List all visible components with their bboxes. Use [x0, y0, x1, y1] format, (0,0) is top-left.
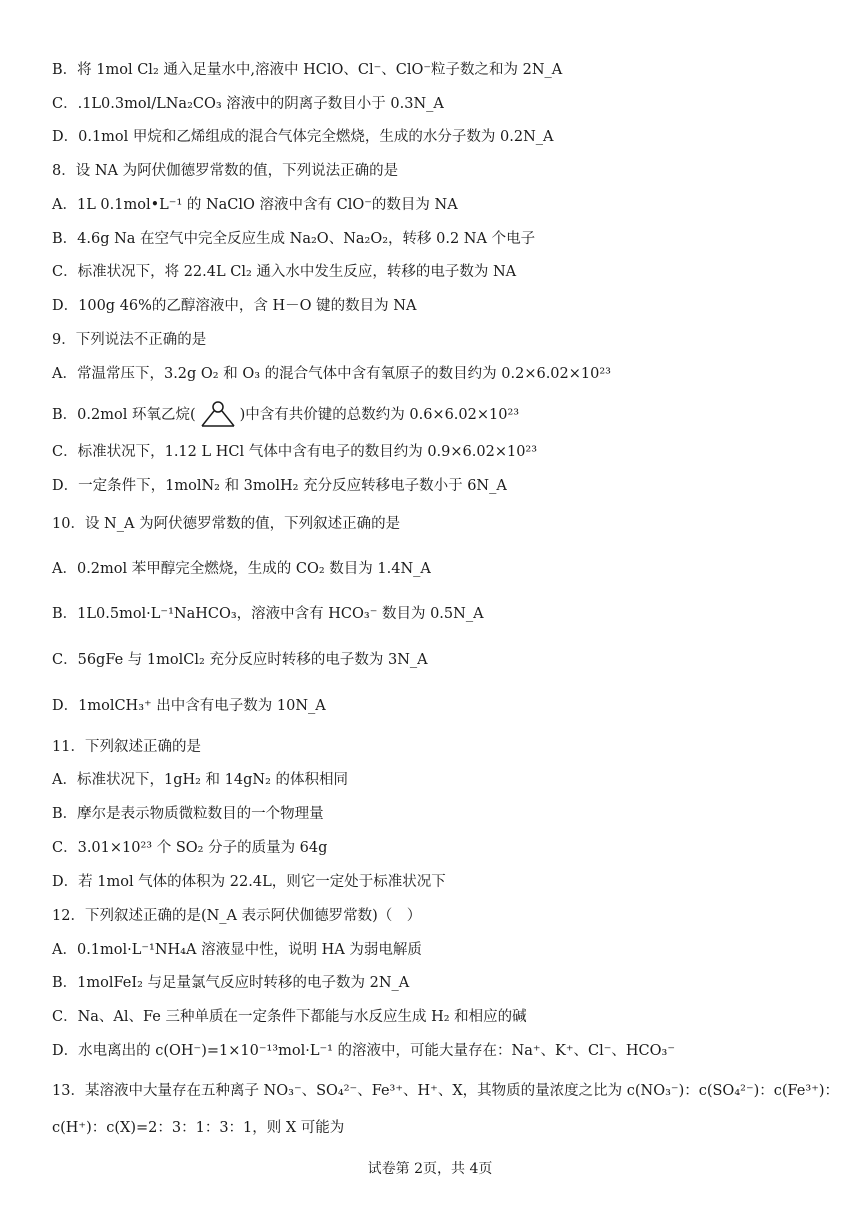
q8-option-b: B．4.6g Na 在空气中完全反应生成 Na₂O、Na₂O₂，转移 0.2 NA 个电子	[52, 231, 536, 247]
q7-option-d: D．0.1mol 甲烷和乙烯组成的混合气体完全燃烧，生成的水分子数为 0.2N_A	[52, 129, 554, 145]
q8-option-a: A．1L 0.1mol•L⁻¹ 的 NaClO 溶液中含有 ClO⁻的数目为 NA	[52, 197, 458, 213]
q12-option-d: D．水电离出的 c(OH⁻)=1×10⁻¹³mol·L⁻¹ 的溶液中，可能大量存在：Na⁺、K⁺、Cl⁻、HCO₃⁻	[52, 1043, 675, 1059]
q11-option-c: C．3.01×10²³ 个 SO₂ 分子的质量为 64g	[52, 840, 328, 856]
q10-option-c: C．56gFe 与 1molCl₂ 充分反应时转移的电子数为 3N_A	[52, 652, 428, 668]
q9-option-a: A．常温常压下，3.2g O₂ 和 O₃ 的混合气体中含有氧原子的数目约为 0.2×6.02×10²³	[52, 366, 611, 382]
q8-option-d: D．100g 46%的乙醇溶液中，含 H－O 键的数目为 NA	[52, 298, 417, 314]
q12-stem: 12．下列叙述正确的是(N_A 表示阿伏伽德罗常数)（ ）	[52, 908, 422, 924]
q8-option-c: C．标准状况下，将 22.4L Cl₂ 通入水中发生反应，转移的电子数为 NA	[52, 264, 517, 280]
q12-option-a: A．0.1mol·L⁻¹NH₄A 溶液显中性，说明 HA 为弱电解质	[52, 942, 422, 958]
q9-option-c: C．标准状况下，1.12 L HCl 气体中含有电子的数目约为 0.9×6.02×10²³	[52, 444, 538, 460]
q7-option-b: B．将 1mol Cl₂ 通入足量水中,溶液中 HClO、Cl⁻、ClO⁻粒子数之和为 2N_A	[52, 62, 563, 78]
q9-stem: 9．下列说法不正确的是	[52, 332, 207, 348]
q13-stem-line2: c(H⁺)：c(X)=2：3：1：3：1，则 X 可能为	[52, 1120, 345, 1136]
q12-option-b: B．1molFeI₂ 与足量氯气反应时转移的电子数为 2N_A	[52, 975, 410, 991]
epoxide-ring-icon	[198, 400, 238, 430]
q7-option-c: C．.1L0.3mol/LNa₂CO₃ 溶液中的阴离子数目小于 0.3N_A	[52, 96, 444, 112]
q13-stem-line1: 13．某溶液中大量存在五种离子 NO₃⁻、SO₄²⁻、Fe³⁺、H⁺、X，其物质的量浓度之比为 c(NO₃⁻)：c(SO₄²⁻)：c(Fe³⁺)：	[52, 1083, 840, 1099]
q11-stem: 11．下列叙述正确的是	[52, 739, 201, 755]
q10-option-a: A．0.2mol 苯甲醇完全燃烧，生成的 CO₂ 数目为 1.4N_A	[52, 561, 431, 577]
q9-option-b-suffix: )中含有共价键的总数约为 0.6×6.02×10²³	[239, 407, 520, 423]
q10-option-b: B．1L0.5mol·L⁻¹NaHCO₃，溶液中含有 HCO₃⁻ 数目为 0.5N_A	[52, 606, 484, 622]
q9-option-b	[52, 400, 519, 430]
q10-stem: 10．设 N_A 为阿伏德罗常数的值，下列叙述正确的是	[52, 516, 401, 532]
q11-option-d: D．若 1mol 气体的体积为 22.4L，则它一定处于标准状况下	[52, 874, 446, 890]
q11-option-b: B．摩尔是表示物质微粒数目的一个物理量	[52, 806, 324, 822]
q9-option-b-prefix: B．0.2mol 环氧乙烷(	[52, 407, 196, 423]
q8-stem: 8．设 NA 为阿伏伽德罗常数的值，下列说法正确的是	[52, 163, 399, 179]
q11-option-a: A．标准状况下，1gH₂ 和 14gN₂ 的体积相同	[52, 772, 348, 788]
page-footer: 试卷第 2页，共 4页	[367, 1161, 493, 1177]
q10-option-d: D．1molCH₃⁺ 出中含有电子数为 10N_A	[52, 698, 326, 714]
q12-option-c: C．Na、Al、Fe 三种单质在一定条件下都能与水反应生成 H₂ 和相应的碱	[52, 1009, 527, 1025]
q9-option-d: D．一定条件下，1molN₂ 和 3molH₂ 充分反应转移电子数小于 6N_A	[52, 478, 507, 494]
